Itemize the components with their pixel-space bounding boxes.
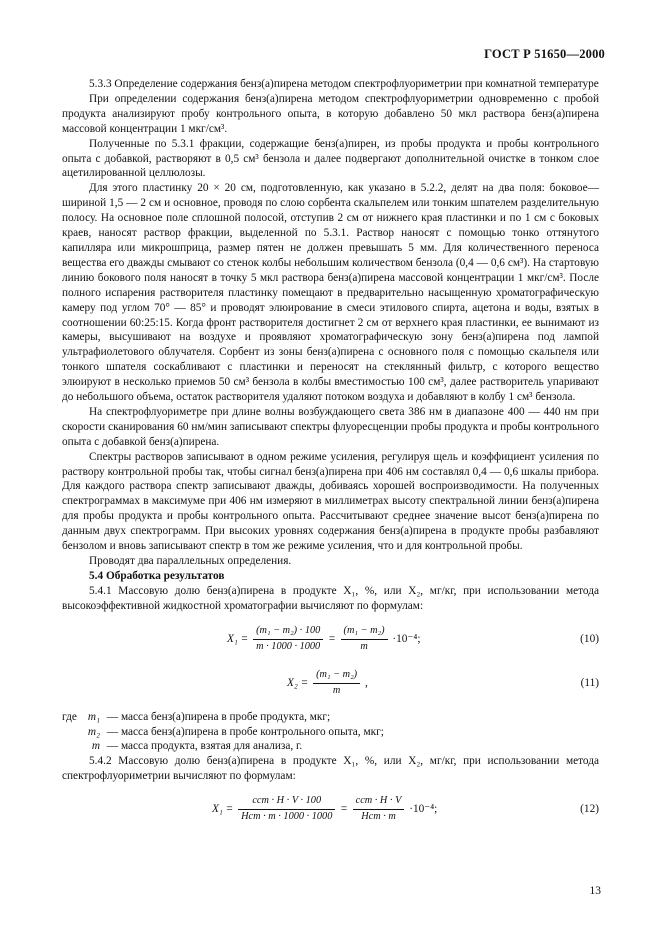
paragraph-533-title: 5.3.3 Определение содержания бенз(а)пирена методом спектрофлуориметрии при комнатной температуре [89,78,599,90]
formula-legend [62,710,599,755]
document-header: ГОСТ Р 51650—2000 [484,47,605,61]
fraction: $\frac{\text{(m₁ − m₂) · 100}}{m \cdot 1000 \cdot 1000}$ [253,624,323,655]
formula-lhs: X₁ = [212,803,234,816]
fraction: $\frac{\text{(m₁ − m₂)}}{m}$ [341,624,388,655]
formula-number: (10) [580,632,599,645]
fraction: $\frac{\text{(m₁ − m₂)}}{m}$ [313,668,360,699]
paragraph-541: 5.4.1 Массовую долю бенз(а)пирена в продукте X₁, %, или X₂, мг/кг, при использовании метода высокоэффективной жидкостной хроматографии вычисляют по формулам: [62,584,599,612]
formula-lhs: X₁ = [227,632,249,645]
paragraph-542: 5.4.2 Массовую долю бенз(а)пирена в продукте X₁, %, или X₂, мг/кг, при использовании метода спектрофлуориметрии вычисляют по формулам: [62,755,599,783]
formula-number: (11) [580,676,599,689]
legend-row: где m₁ — масса бенз(а)пирена в пробе продукта, мкг; [62,710,331,723]
formula-11: X₂ = $\frac{\text{(m₁ − m₂)}}{m}$ , (11) [62,666,599,706]
paragraph: Спектры растворов записывают в одном режиме усиления, регулируя щель и коэффициент усиления по раствору контрольной пробы так, чтобы сигнал бенз(а)пирена при 406 нм составлял 0,4 — 0,6 шкалы прибора. Для каждого раствора спектр записывают дважды, добиваясь хорошей воспроизводимости. На полученных спектрограммах в максимуме при 406 нм измеряют в миллиметрах высоту спектральной линии бенз(а)пирена для пробы продукта и пробы контрольного опыта. Рассчитывают среднее значение высот бенз(а)пирена по данным двух спектрограмм. При высоких уровнях содержания бенз(а)пирена в продукте пробы разбавляют бензолом и вновь записывают спектр в том же режиме усиления, что и для контрольной пробы. [62,450,599,553]
paragraph: При определении содержания бенз(а)пирена методом спектрофлуориметрии одновременно с пробой продукта анализируют пробу контрольного опыта, в которую добавлено 50 мкл раствора бенз(а)пирена массовой концентрации 1 мкг/см³. [62,92,599,135]
paragraph: На спектрофлуориметре при длине волны возбуждающего света 386 нм в диапазоне 400 — 440 нм при скорости сканирования 60 нм/мин записывают спектры флуоресценции пробы продукта и пробы контрольного опыта с добавкой бенз(а)пирена. [62,405,599,448]
formula-number: (12) [580,803,599,816]
document-body [62,77,599,838]
paragraph: Полученные по 5.3.1 фракции, содержащие бенз(а)пирен, из пробы продукта и пробы контрольного опыта с добавкой, растворяют в 0,5 см³ бензола и далее подвергают дополнительной очистке в тонком слое ацетилированной целлюлозы. [62,137,599,180]
paragraph: Проводят два параллельных определения. [89,555,292,567]
paragraph: Для этого пластинку 20 × 20 см, подготовленную, как указано в 5.2.2, делят на два поля: боковое— шириной 1,5 — 2 см и основное, проводя по слою сорбента скальпелем или тонким шпателем разделительную полосу. На основное поле сплошной полосой, отступив 2 см от нижнего края пластинки и по 1 см с боковых краев, наносят раствор фракции, выделенной по 5.3.1. Раствор наносят с помощью тонко оттянутого капилляра или микрошприца, размер пятен не должен превышать 5 мм. Для количественного переноса вещества его дважды смывают со стенок колбы небольшим количеством бензола (0,4 — 0,6 см³). На стартовую линию бокового поля наносят в точку 5 мкл раствора бенз(а)пирена массовой концентрации 1 мкг/см³. После полного испарения растворителя пластинку помещают в предварительно насыщенную хроматографическую камеру под углом 70° — 85° и проводят элюирование в смеси этилового спирта, ацетона и воды, взятых в соотношении 60:25:15. Когда фронт растворителя достигнет 2 см от верхнего края пластинки, ее вынимают из камеры, высушивают на воздухе и проявляют хроматографическую зону бенз(а)пирена под лампой ультрафиолетового облучателя. Сорбент из зоны бенз(а)пирена с основного поля с помощью скальпеля или тонкого шпателя соскабливают с пластинки и переносят на стеклянный фильтр, с которого вещество элюируют в несколько приемов 50 см³ бензола в колбы вместимостью 100 см³, далее растворитель упаривают до небольшого объема, остаток растворителя удаляют потоком воздуха и добавляют в колбу 1 см³ бензола. [62,182,599,404]
fraction: $\frac{\text{cст · H · V · 100}}{\text{Hст · m · 1000 · 1000}}$ [238,794,335,825]
page-number: 13 [589,885,601,897]
section-heading-5-4: 5.4 Обработка результатов [89,569,225,582]
formula-lhs: X₂ = [287,676,309,689]
formula-10: X₁ = $\frac{\text{(m₁ − m₂) · 100}}{m \cdot 1000 \cdot 1000}$ = $\frac{\text{(m₁ − m₂)}}{m}$ ·10⁻⁴; (10) [62,622,599,662]
formula-12: X₁ = $\frac{\text{cст · H · V · 100}}{\text{Hст · m · 1000 · 1000}}$ = $\frac{\text{cст · H · V}}{\text{Hст · m}}$ ·10⁻⁴; (12) [62,792,599,834]
legend-row: m — масса продукта, взятая для анализа, г. [91,740,303,753]
legend-row: m₂ — масса бенз(а)пирена в пробе контрольного опыта, мкг; [87,725,384,738]
fraction: $\frac{\text{cст · H · V}}{\text{Hст · m}}$ [353,794,405,825]
